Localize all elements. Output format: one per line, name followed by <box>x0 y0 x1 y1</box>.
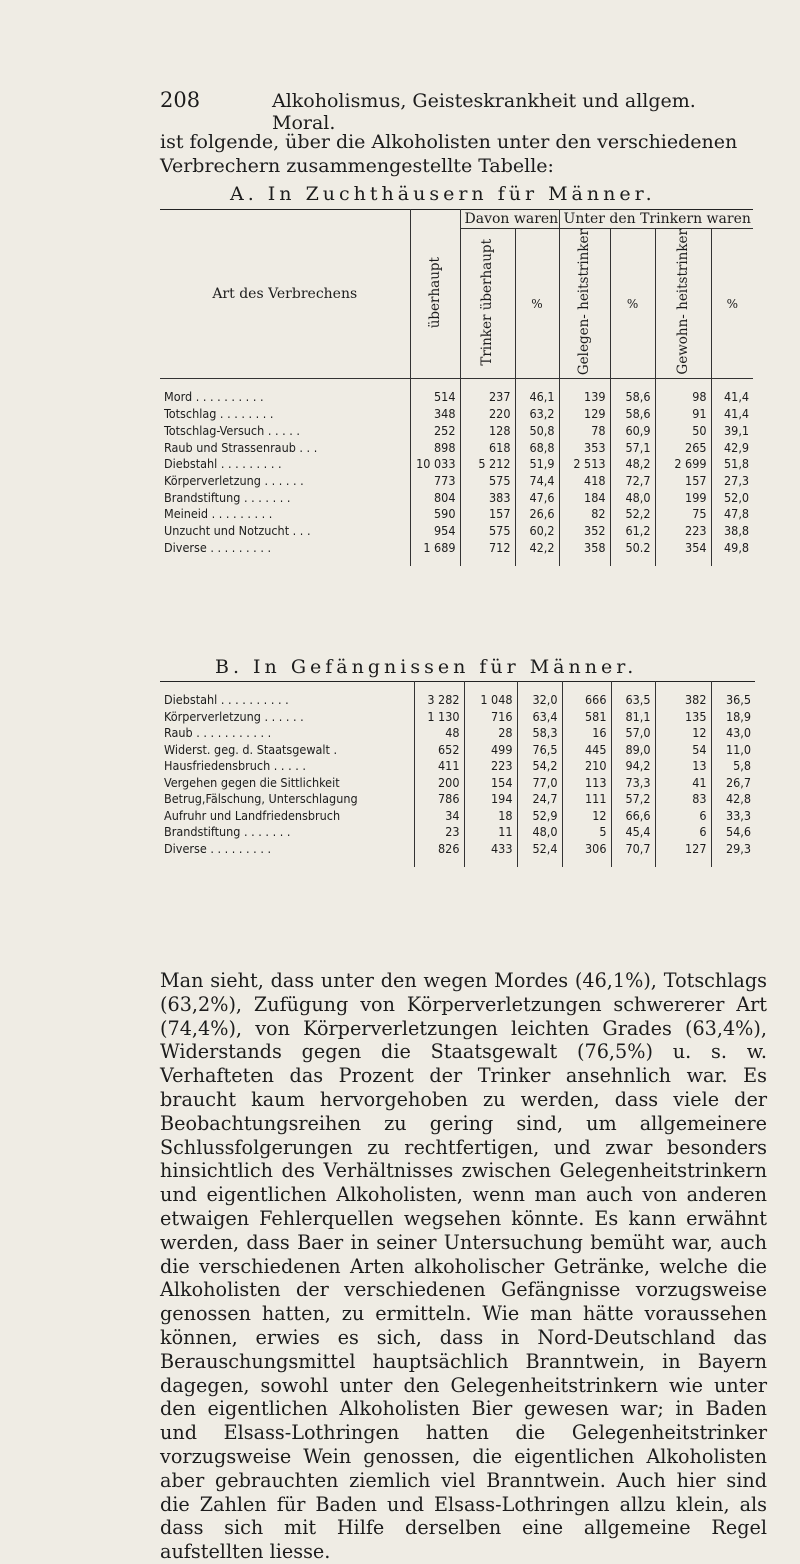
cell-pct-drinkers: 46,1 <box>515 379 559 406</box>
cell-pct-drinkers: 77,0 <box>517 775 562 792</box>
cell-pct-habitual: 39,1 <box>724 422 750 438</box>
cell-pct-drinkers: 58,3 <box>517 725 562 742</box>
cell-pct-habitual: 11,0 <box>725 741 751 757</box>
body-paragraph: Man sieht, dass unter den wegen Mordes (46,1%), Totschlags (63,2%), Zufügung von Körperverletzungen schwererer Art (74,4%), von Körperverletzungen leichten Grades (63,4%), Widerstands gegen die Staatsgewalt (76,5%) u. s. w. Verhafteten das Prozent der Trinker ansehnlich war. Es braucht kaum hervorgehoben zu werden, dass viele der Beobachtungsreihen zu gering sind, um allgemeinere Schlussfolgerungen zu rechtfertigen, und zwar besonders hinsichtlich des Verhältnisses zwischen Gelegenheitstrinkern und eigentlichen Alkoholisten, wenn man auch von anderen etwaigen Fehlerquellen wegsehen könnte. Es kann erwähnt werden, dass Baer in seiner Untersuchung bemüht war, auch die verschiedenen Arten alkoholischer Getränke, welche die Alkoholisten der verschiedenen Gefängnisse vorzugsweise genossen hatten, zu ermitteln. Wie man hätte voraussehen können, erwies es sich, dass in Nord-Deutschland das Berauschungsmittel hauptsächlich Branntwein, in Bayern dagegen, sowohl unter den Gelegenheitstrinkern wie unter den eigentlichen Alkoholisten Bier gewesen war; in Baden und Elsass-Lothringen hatten die Gelegenheitstrinker vorzugsweise Wein genossen, die eigentlichen Alkoholisten aber gebrauchten ziemlich viel Branntwein. Auch hier sind die Zahlen für Baden und Elsass-Lothringen allzu klein, als dass sich mit Hilfe derselben eine allgemeine Regel aufstellten liesse. <box>160 969 767 1564</box>
table-b-row <box>160 808 755 825</box>
cell-offense: Widerst. geg. d. Staatsgewalt . <box>160 742 414 759</box>
cell-habitual: 2 699 <box>655 456 711 473</box>
cell-total: 411 <box>414 758 464 775</box>
cell-offense: Körperverletzung . . . . . . <box>160 473 410 490</box>
cell-occasional: 418 <box>559 473 610 490</box>
cell-pct-occasional: 48,0 <box>610 489 655 506</box>
cell-pct-occasional: 61,2 <box>610 523 655 540</box>
cell-pct-drinkers: 47,6 <box>515 489 559 506</box>
cell-pct-drinkers: 76,5 <box>517 742 562 759</box>
cell-total: 34 <box>414 808 464 825</box>
cell-occasional: 306 <box>562 841 611 868</box>
cell-pct-habitual: 26,7 <box>725 774 751 790</box>
cell-pct-habitual: 52,0 <box>724 489 750 505</box>
cell-offense: Mord . . . . . . . . . . <box>160 379 410 406</box>
table-b-row <box>160 682 755 709</box>
intro-paragraph: ist folgende, über die Alkoholisten unter den verschiedenen Verbrechern zusammengestellte Tabelle: <box>160 131 738 177</box>
cell-offense: Unzucht und Notzucht . . . <box>160 523 410 540</box>
cell-total: 48 <box>414 725 464 742</box>
cell-total: 1 689 <box>410 539 460 566</box>
cell-drinkers: 194 <box>464 791 517 808</box>
table-a-row <box>160 406 753 423</box>
table-b-row <box>160 742 755 759</box>
cell-pct-drinkers: 32,0 <box>517 682 562 709</box>
cell-occasional: 352 <box>559 523 610 540</box>
cell-drinkers: 618 <box>460 439 515 456</box>
cell-drinkers: 1 048 <box>464 682 517 709</box>
cell-pct-drinkers: 60,2 <box>515 523 559 540</box>
cell-occasional: 2 513 <box>559 456 610 473</box>
cell-pct-habitual: 18,9 <box>725 708 751 724</box>
cell-habitual: 265 <box>655 439 711 456</box>
cell-total: 1 130 <box>414 709 464 726</box>
cell-pct-occasional: 58,6 <box>610 406 655 423</box>
table-a-row <box>160 506 753 523</box>
table-a-row <box>160 456 753 473</box>
cell-pct-drinkers: 50,8 <box>515 423 559 440</box>
table-a-row <box>160 439 753 456</box>
cell-pct-occasional: 48,2 <box>610 456 655 473</box>
header-pct-2: % <box>610 229 655 379</box>
cell-drinkers: 433 <box>464 841 517 868</box>
header-gelegenheitstrinker: Gelegen- heitstrinker <box>559 229 610 379</box>
header-art: Art des Verbrechens <box>160 210 410 379</box>
cell-habitual: 127 <box>655 841 711 868</box>
page-number: 208 <box>160 88 201 112</box>
cell-habitual: 83 <box>655 791 711 808</box>
cell-habitual: 6 <box>655 808 711 825</box>
header-pct-1: % <box>515 229 559 379</box>
cell-pct-occasional: 89,0 <box>611 742 655 759</box>
cell-drinkers: 220 <box>460 406 515 423</box>
cell-offense: Diebstahl . . . . . . . . . . <box>160 682 414 709</box>
cell-drinkers: 575 <box>460 523 515 540</box>
cell-drinkers: 11 <box>464 824 517 841</box>
cell-pct-habitual: 41,4 <box>724 406 750 422</box>
cell-pct-occasional: 58,6 <box>610 379 655 406</box>
table-a-title: A. In Zuchthäusern für Männer. <box>230 183 656 205</box>
cell-offense: Totschlag-Versuch . . . . . <box>160 423 410 440</box>
cell-drinkers: 154 <box>464 775 517 792</box>
cell-habitual: 12 <box>655 725 711 742</box>
cell-drinkers: 499 <box>464 742 517 759</box>
cell-occasional: 111 <box>562 791 611 808</box>
cell-pct-drinkers: 74,4 <box>515 473 559 490</box>
cell-habitual: 157 <box>655 473 711 490</box>
cell-pct-habitual: 36,5 <box>711 682 755 709</box>
cell-occasional: 129 <box>559 406 610 423</box>
table-b-row <box>160 725 755 742</box>
cell-occasional: 358 <box>559 539 610 566</box>
header-ueberhaupt: überhaupt <box>410 210 460 379</box>
cell-pct-occasional: 70,7 <box>611 841 655 868</box>
cell-occasional: 16 <box>562 725 611 742</box>
cell-pct-habitual: 42,9 <box>724 439 750 455</box>
cell-pct-habitual: 27,3 <box>724 472 750 488</box>
cell-pct-occasional: 63,5 <box>611 682 655 709</box>
cell-pct-habitual: 43,0 <box>725 725 751 741</box>
cell-pct-habitual: 49,8 <box>724 539 750 555</box>
cell-occasional: 353 <box>559 439 610 456</box>
cell-offense: Diverse . . . . . . . . . <box>160 841 414 868</box>
running-head <box>160 88 760 134</box>
cell-habitual: 13 <box>655 758 711 775</box>
cell-total: 23 <box>414 824 464 841</box>
cell-occasional: 581 <box>562 709 611 726</box>
cell-habitual: 98 <box>655 379 711 406</box>
header-trinker: Trinker überhaupt <box>460 229 515 379</box>
cell-drinkers: 716 <box>464 709 517 726</box>
cell-pct-habitual: 42,8 <box>725 791 751 807</box>
cell-offense: Hausfriedensbruch . . . . . <box>160 758 414 775</box>
header-unter-den-trinkern: Unter den Trinkern waren <box>559 210 753 229</box>
cell-pct-occasional: 57,0 <box>611 725 655 742</box>
cell-offense: Diverse . . . . . . . . . <box>160 539 410 566</box>
cell-offense: Körperverletzung . . . . . . <box>160 709 414 726</box>
cell-pct-drinkers: 54,2 <box>517 758 562 775</box>
cell-pct-drinkers: 52,9 <box>517 808 562 825</box>
cell-pct-drinkers: 52,4 <box>517 841 562 868</box>
cell-total: 348 <box>410 406 460 423</box>
table-a <box>160 209 753 566</box>
table-b-title: B. In Gefängnissen für Männer. <box>215 656 638 678</box>
cell-pct-habitual: 38,8 <box>724 522 750 538</box>
cell-pct-occasional: 66,6 <box>611 808 655 825</box>
cell-occasional: 666 <box>562 682 611 709</box>
cell-total: 786 <box>414 791 464 808</box>
cell-drinkers: 575 <box>460 473 515 490</box>
cell-offense: Totschlag . . . . . . . . <box>160 406 410 423</box>
cell-total: 514 <box>410 379 460 406</box>
cell-occasional: 5 <box>562 824 611 841</box>
cell-pct-occasional: 57,2 <box>611 791 655 808</box>
cell-offense: Diebstahl . . . . . . . . . <box>160 456 410 473</box>
cell-pct-drinkers: 42,2 <box>515 539 559 566</box>
cell-habitual: 50 <box>655 423 711 440</box>
cell-pct-drinkers: 51,9 <box>515 456 559 473</box>
table-a-row <box>160 523 753 540</box>
table-b-row <box>160 791 755 808</box>
cell-offense: Meineid . . . . . . . . . <box>160 506 410 523</box>
cell-pct-habitual: 29,3 <box>725 840 751 856</box>
cell-habitual: 54 <box>655 742 711 759</box>
cell-total: 10 033 <box>410 456 460 473</box>
table-b-row <box>160 709 755 726</box>
cell-occasional: 78 <box>559 423 610 440</box>
cell-total: 3 282 <box>414 682 464 709</box>
cell-pct-drinkers: 24,7 <box>517 791 562 808</box>
cell-total: 200 <box>414 775 464 792</box>
cell-pct-drinkers: 48,0 <box>517 824 562 841</box>
cell-pct-drinkers: 68,8 <box>515 439 559 456</box>
cell-total: 804 <box>410 489 460 506</box>
table-a-row <box>160 473 753 490</box>
cell-offense: Brandstiftung . . . . . . . <box>160 824 414 841</box>
cell-habitual: 75 <box>655 506 711 523</box>
table-b-row <box>160 841 755 868</box>
cell-habitual: 135 <box>655 709 711 726</box>
cell-total: 773 <box>410 473 460 490</box>
cell-drinkers: 223 <box>464 758 517 775</box>
table-b-row <box>160 775 755 792</box>
cell-total: 954 <box>410 523 460 540</box>
cell-pct-occasional: 57,1 <box>610 439 655 456</box>
cell-pct-habitual: 51,8 <box>724 456 750 472</box>
cell-pct-occasional: 50.2 <box>610 539 655 566</box>
cell-habitual: 354 <box>655 539 711 566</box>
table-a-row <box>160 379 753 406</box>
cell-occasional: 445 <box>562 742 611 759</box>
cell-drinkers: 128 <box>460 423 515 440</box>
cell-habitual: 6 <box>655 824 711 841</box>
cell-pct-occasional: 52,2 <box>610 506 655 523</box>
cell-total: 252 <box>410 423 460 440</box>
cell-drinkers: 157 <box>460 506 515 523</box>
table-b-row <box>160 758 755 775</box>
cell-pct-habitual: 54,6 <box>725 824 751 840</box>
cell-habitual: 382 <box>655 682 711 709</box>
cell-pct-occasional: 81,1 <box>611 709 655 726</box>
cell-pct-occasional: 94,2 <box>611 758 655 775</box>
table-a-row <box>160 423 753 440</box>
cell-total: 590 <box>410 506 460 523</box>
cell-total: 826 <box>414 841 464 868</box>
cell-occasional: 210 <box>562 758 611 775</box>
table-b <box>160 681 755 867</box>
cell-pct-habitual: 33,3 <box>725 807 751 823</box>
cell-occasional: 113 <box>562 775 611 792</box>
cell-drinkers: 18 <box>464 808 517 825</box>
cell-pct-occasional: 72,7 <box>610 473 655 490</box>
cell-pct-occasional: 73,3 <box>611 775 655 792</box>
cell-occasional: 184 <box>559 489 610 506</box>
table-b-row <box>160 824 755 841</box>
cell-habitual: 41 <box>655 775 711 792</box>
cell-pct-occasional: 45,4 <box>611 824 655 841</box>
cell-habitual: 91 <box>655 406 711 423</box>
cell-offense: Brandstiftung . . . . . . . <box>160 489 410 506</box>
running-title: Alkoholismus, Geisteskrankheit und allgem. Moral. <box>272 90 696 134</box>
cell-occasional: 12 <box>562 808 611 825</box>
cell-occasional: 139 <box>559 379 610 406</box>
cell-pct-habitual: 5,8 <box>733 758 751 774</box>
cell-occasional: 82 <box>559 506 610 523</box>
table-a-row <box>160 539 753 566</box>
cell-habitual: 199 <box>655 489 711 506</box>
cell-drinkers: 5 212 <box>460 456 515 473</box>
table-a-row <box>160 489 753 506</box>
cell-offense: Aufruhr und Landfriedensbruch <box>160 808 414 825</box>
cell-drinkers: 237 <box>460 379 515 406</box>
cell-pct-habitual: 41,4 <box>724 389 750 405</box>
header-pct-3: % <box>711 229 753 379</box>
cell-offense: Raub und Strassenraub . . . <box>160 439 410 456</box>
cell-total: 652 <box>414 742 464 759</box>
cell-total: 898 <box>410 439 460 456</box>
cell-drinkers: 712 <box>460 539 515 566</box>
cell-drinkers: 28 <box>464 725 517 742</box>
header-gewohnheitstrinker: Gewohn- heitstrinker <box>655 229 711 379</box>
cell-pct-drinkers: 63,2 <box>515 406 559 423</box>
cell-pct-habitual: 47,8 <box>724 506 750 522</box>
cell-offense: Vergehen gegen die Sittlichkeit <box>160 775 414 792</box>
cell-pct-drinkers: 63,4 <box>517 709 562 726</box>
cell-offense: Raub . . . . . . . . . . . <box>160 725 414 742</box>
header-davon-waren: Davon waren <box>460 210 559 229</box>
cell-offense: Betrug,Fälschung, Unterschlagung <box>160 791 414 808</box>
cell-pct-drinkers: 26,6 <box>515 506 559 523</box>
cell-habitual: 223 <box>655 523 711 540</box>
cell-drinkers: 383 <box>460 489 515 506</box>
cell-pct-occasional: 60,9 <box>610 423 655 440</box>
